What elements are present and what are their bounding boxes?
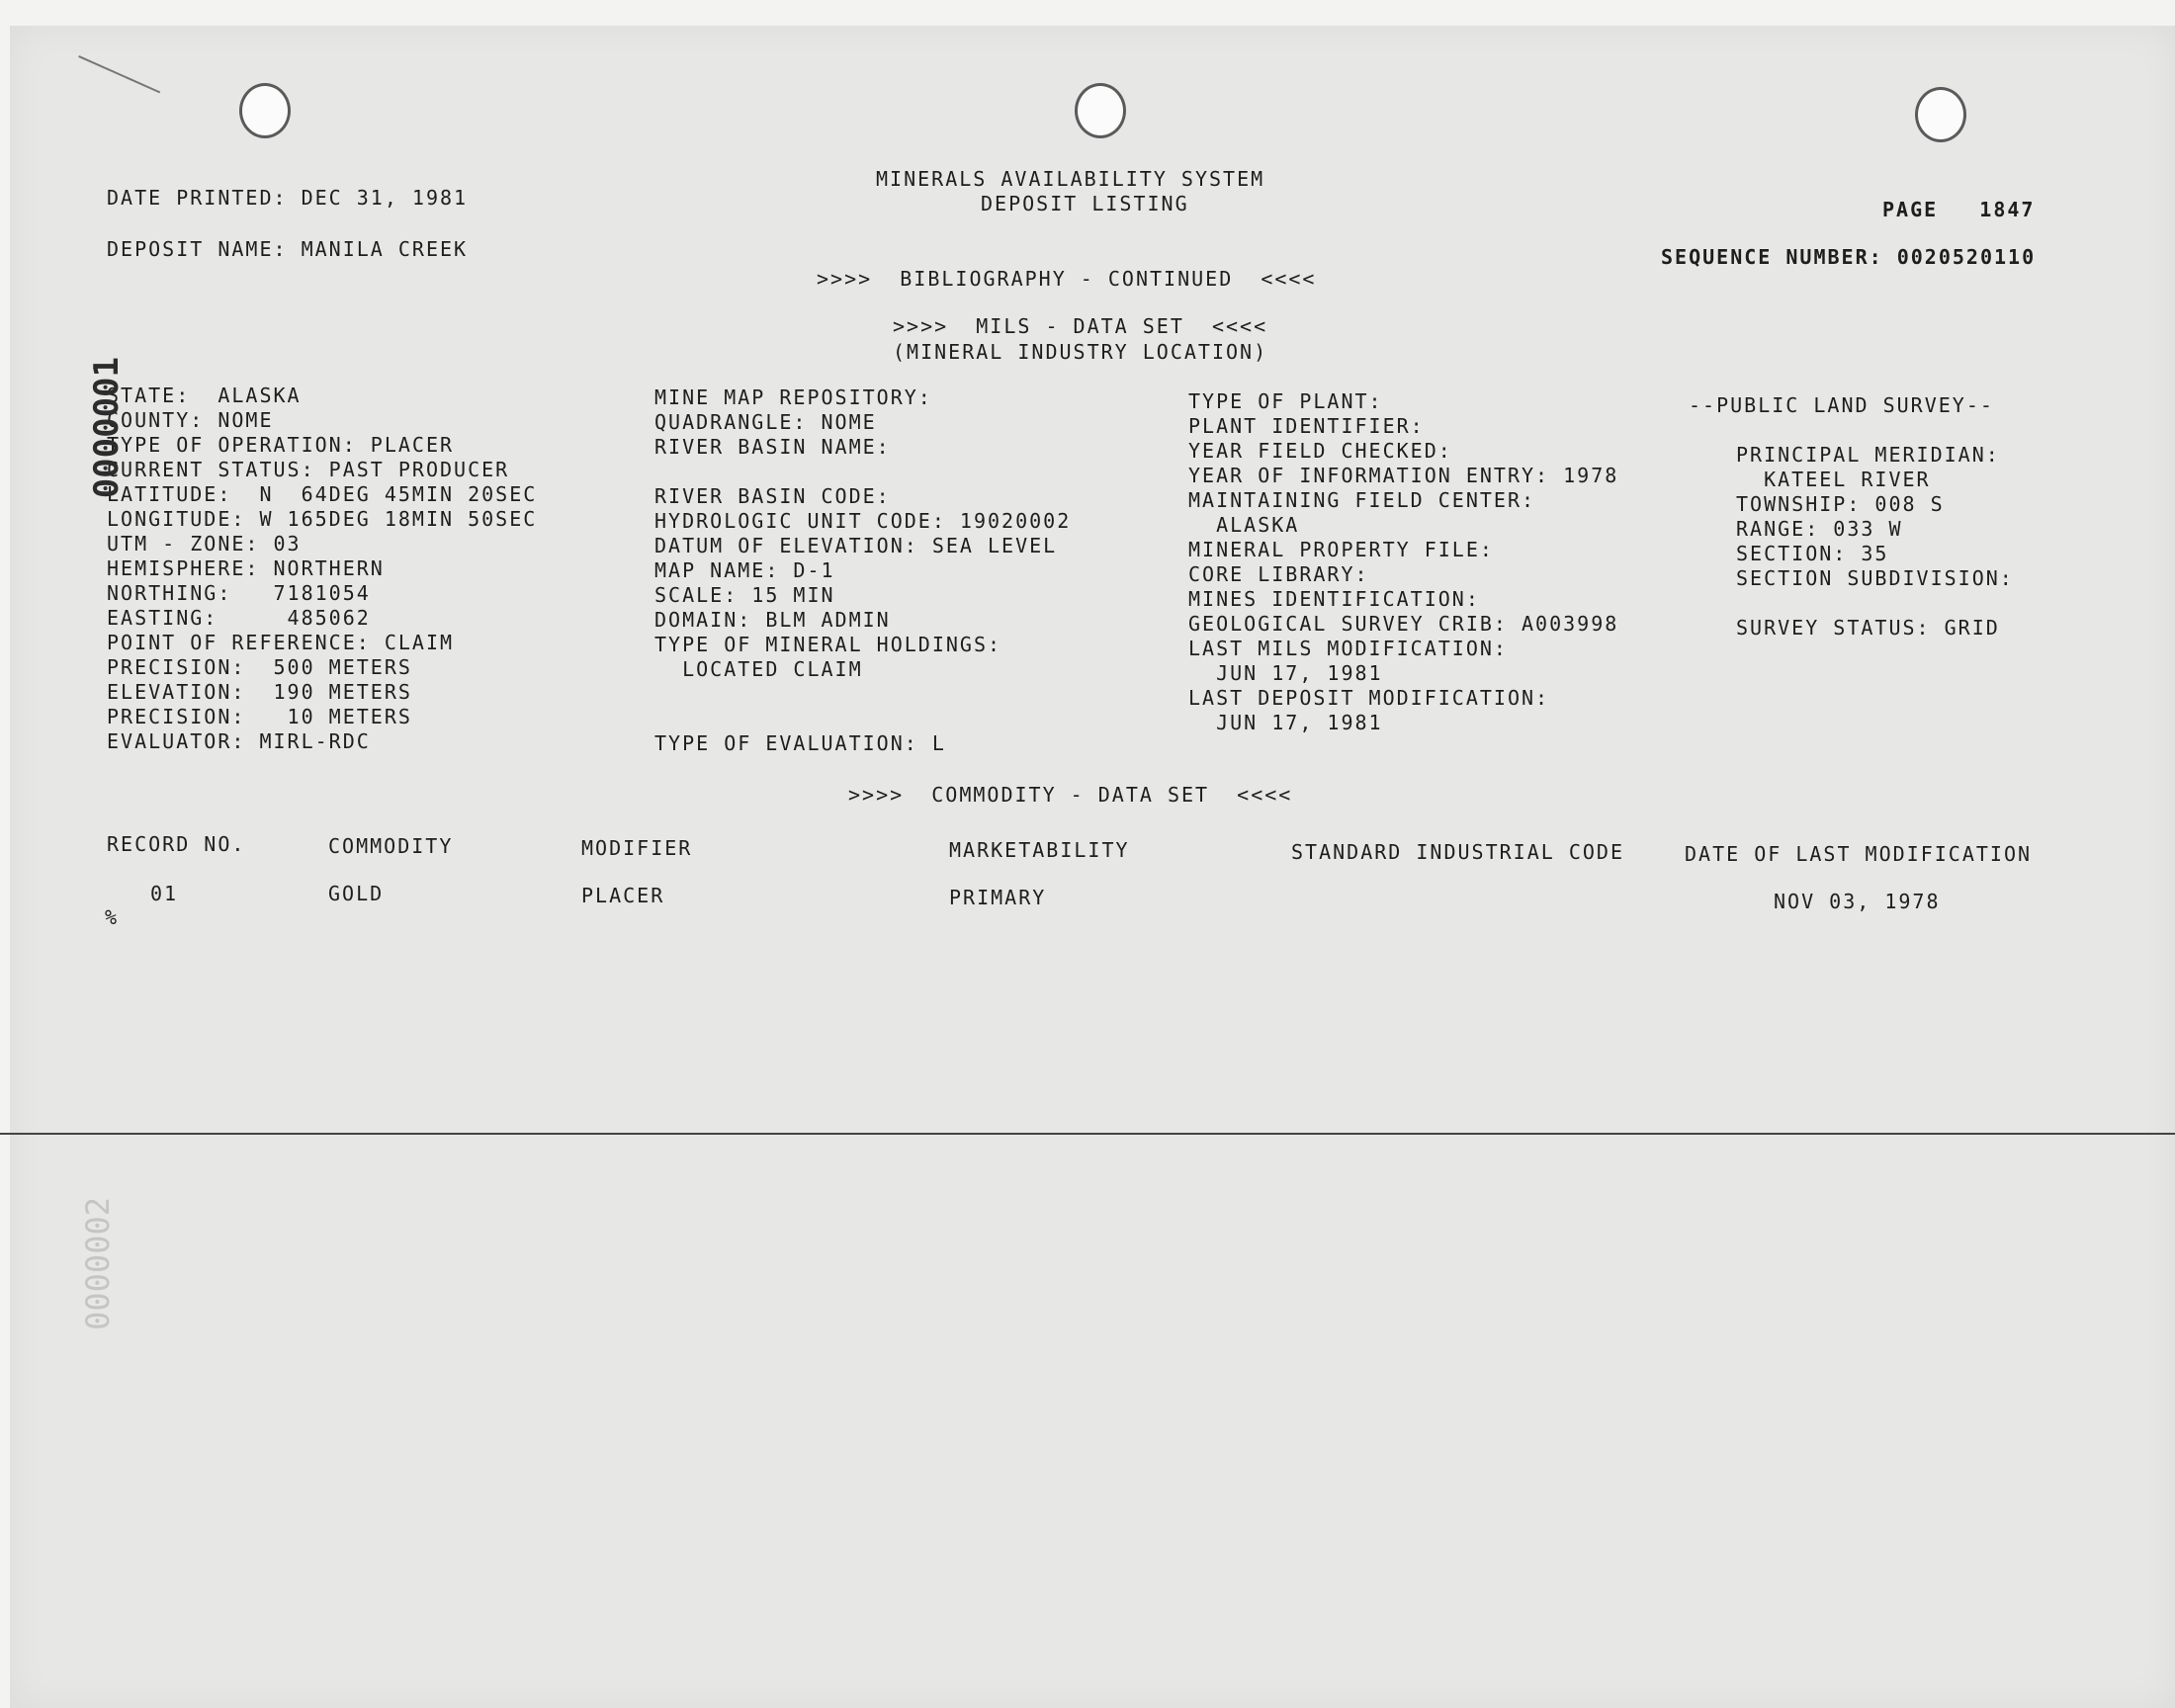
field-line: YEAR OF INFORMATION ENTRY: 1978 xyxy=(1188,464,1619,487)
field-line: EVALUATOR: MIRL-RDC xyxy=(107,729,371,753)
field-line: ALASKA xyxy=(1188,513,1300,537)
header-marketability: MARKETABILITY xyxy=(949,838,1130,862)
document-page xyxy=(10,26,2175,1708)
fold-line xyxy=(0,1133,2175,1135)
survey-column xyxy=(1736,443,2014,640)
field-line: LOCATED CLAIM xyxy=(654,657,863,681)
field-line: YEAR FIELD CHECKED: xyxy=(1188,439,1452,463)
field-line: RIVER BASIN CODE: xyxy=(654,484,891,508)
field-line: PRINCIPAL MERIDIAN: xyxy=(1736,443,2000,467)
field-line: POINT OF REFERENCE: CLAIM xyxy=(107,631,455,654)
field-line: SCALE: 15 MIN xyxy=(654,583,835,607)
header-modifier: MODIFIER xyxy=(581,836,693,860)
header-record-no: RECORD NO. xyxy=(107,832,246,856)
sequence-number: SEQUENCE NUMBER: 0020520110 xyxy=(1661,245,2037,269)
cell-modifier: PLACER xyxy=(581,884,665,907)
field-line: LAST DEPOSIT MODIFICATION: xyxy=(1188,686,1550,710)
cell-commodity: GOLD xyxy=(328,882,385,905)
field-line: MINERAL PROPERTY FILE: xyxy=(1188,538,1494,561)
public-land-survey-title: --PUBLIC LAND SURVEY-- xyxy=(1689,393,1994,417)
field-line: COUNTY: NOME xyxy=(107,408,274,432)
page-number: PAGE 1847 xyxy=(1882,198,2036,221)
field-line: SURVEY STATUS: GRID xyxy=(1736,616,2000,640)
field-line: DOMAIN: BLM ADMIN xyxy=(654,608,891,632)
field-line: TYPE OF MINERAL HOLDINGS: xyxy=(654,633,1002,656)
mils-subheading: (MINERAL INDUSTRY LOCATION) xyxy=(893,340,1268,364)
field-line: JUN 17, 1981 xyxy=(1188,661,1383,685)
punch-hole-center xyxy=(1075,83,1126,138)
punch-hole-right xyxy=(1915,87,1966,142)
field-line: KATEEL RIVER xyxy=(1736,468,1931,491)
commodity-heading: >>>> COMMODITY - DATA SET <<<< xyxy=(848,783,1293,807)
header-sic: STANDARD INDUSTRIAL CODE xyxy=(1291,840,1624,864)
field-line: HYDROLOGIC UNIT CODE: 19020002 xyxy=(654,509,1072,533)
header-commodity: COMMODITY xyxy=(328,834,454,858)
folded-corner xyxy=(54,55,160,147)
field-line: MINE MAP REPOSITORY: xyxy=(654,385,932,409)
field-line: JUN 17, 1981 xyxy=(1188,711,1383,734)
plant-column xyxy=(1188,389,1618,735)
field-line: HEMISPHERE: NORTHERN xyxy=(107,556,385,580)
field-line: MINES IDENTIFICATION: xyxy=(1188,587,1480,611)
page-stamp-number: 0000001 xyxy=(87,357,127,499)
faint-page-stamp-number: 0000002 xyxy=(79,1197,117,1330)
row-mark: % xyxy=(105,905,120,929)
cell-marketability: PRIMARY xyxy=(949,886,1047,909)
mils-heading: >>>> MILS - DATA SET <<<< xyxy=(893,314,1268,338)
field-line: MAP NAME: D-1 xyxy=(654,558,835,582)
field-line: LONGITUDE: W 165DEG 18MIN 50SEC xyxy=(107,507,538,531)
field-line: TYPE OF OPERATION: PLACER xyxy=(107,433,455,457)
field-line: CURRENT STATUS: PAST PRODUCER xyxy=(107,458,510,481)
field-line: ELEVATION: 190 METERS xyxy=(107,680,412,704)
field-line: RANGE: 033 W xyxy=(1736,517,1903,541)
punch-hole-left xyxy=(239,83,291,138)
field-line: TYPE OF PLANT: xyxy=(1188,389,1383,413)
field-line xyxy=(1736,591,2014,616)
field-line: QUADRANGLE: NOME xyxy=(654,410,877,434)
field-line: STATE: ALASKA xyxy=(107,384,302,407)
field-line: SECTION: 35 xyxy=(1736,542,1889,565)
field-line: LAST MILS MODIFICATION: xyxy=(1188,637,1508,660)
field-line: PLANT IDENTIFIER: xyxy=(1188,414,1425,438)
field-line: PRECISION: 10 METERS xyxy=(107,705,412,728)
field-line: TOWNSHIP: 008 S xyxy=(1736,492,1945,516)
deposit-name: DEPOSIT NAME: MANILA CREEK xyxy=(107,237,469,261)
field-line: LATITUDE: N 64DEG 45MIN 20SEC xyxy=(107,482,538,506)
date-printed: DATE PRINTED: DEC 31, 1981 xyxy=(107,186,469,210)
map-column xyxy=(654,385,1071,682)
cell-date-last-mod: NOV 03, 1978 xyxy=(1774,890,1941,913)
field-line xyxy=(654,460,1071,484)
system-title: MINERALS AVAILABILITY SYSTEM xyxy=(876,167,1265,191)
header-date-last-mod: DATE OF LAST MODIFICATION xyxy=(1685,842,2033,866)
field-line: PRECISION: 500 METERS xyxy=(107,655,412,679)
field-line: SECTION SUBDIVISION: xyxy=(1736,566,2014,590)
field-line: UTM - ZONE: 03 xyxy=(107,532,302,555)
field-line: MAINTAINING FIELD CENTER: xyxy=(1188,488,1536,512)
field-line: RIVER BASIN NAME: xyxy=(654,435,891,459)
field-line: NORTHING: 7181054 xyxy=(107,581,371,605)
type-of-evaluation: TYPE OF EVALUATION: L xyxy=(654,731,946,755)
field-line: CORE LIBRARY: xyxy=(1188,562,1369,586)
field-line: GEOLOGICAL SURVEY CRIB: A003998 xyxy=(1188,612,1619,636)
field-line: EASTING: 485062 xyxy=(107,606,371,630)
cell-record-no: 01 xyxy=(150,882,179,905)
location-column xyxy=(107,384,537,754)
bibliography-heading: >>>> BIBLIOGRAPHY - CONTINUED <<<< xyxy=(817,267,1317,291)
listing-title: DEPOSIT LISTING xyxy=(981,192,1189,215)
field-line: DATUM OF ELEVATION: SEA LEVEL xyxy=(654,534,1058,557)
